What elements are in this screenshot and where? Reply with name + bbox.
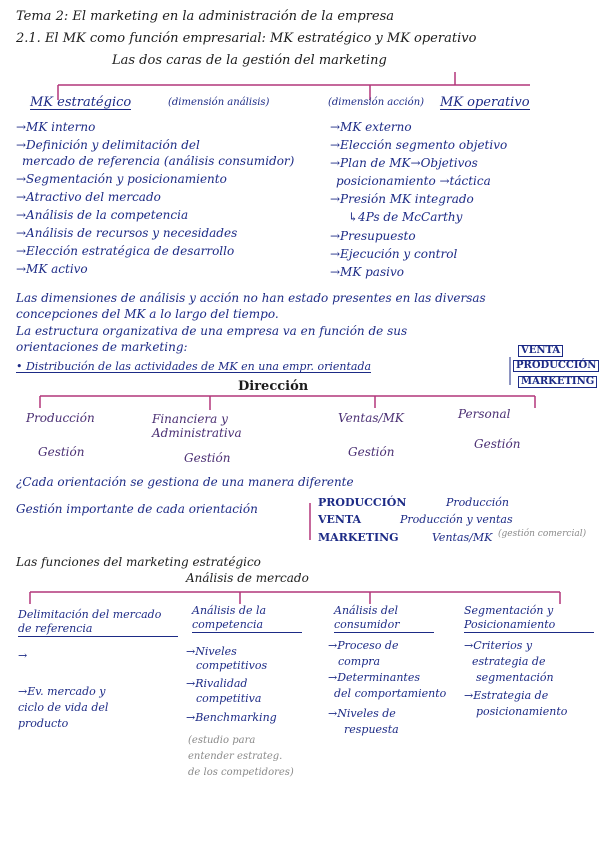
list-item: →Niveles <box>186 645 237 658</box>
option-venta: VENTA <box>518 345 563 357</box>
list-item: →Análisis de la competencia <box>16 208 189 222</box>
option-produccion: PRODUCCIÓN <box>513 360 599 372</box>
list-item: →Ev. mercado y <box>18 685 106 698</box>
org-branch-name: Financiera y Administrativa <box>152 412 242 441</box>
list-item: →Niveles de <box>328 707 396 720</box>
paragraph-line: orientaciones de marketing: <box>16 340 188 354</box>
gestion-label: Gestión importante de cada orientación <box>16 502 258 516</box>
list-item: →MK pasivo <box>330 265 404 279</box>
list-item: →Determinantes <box>328 671 420 684</box>
section-subtitle: 2.1. El MK como función empresarial: MK estratégico y MK operativo <box>16 31 477 46</box>
list-item: →Plan de MK→Objetivos <box>330 156 478 170</box>
list-item: →Estrategia de <box>464 689 549 702</box>
list-item: posicionamiento <box>476 705 568 718</box>
note-line: entender estrateg. <box>188 751 283 762</box>
list-item: mercado de referencia (análisis consumidor) <box>22 154 295 168</box>
note-line: de los competidores) <box>188 767 294 778</box>
gestion-note: (gestión comercial) <box>498 529 587 539</box>
list-item: →MK externo <box>330 120 412 134</box>
list-item: del comportamiento <box>334 687 447 700</box>
list-item: →Presupuesto <box>330 229 416 243</box>
list-item: ↳4Ps de McCarthy <box>348 210 463 224</box>
list-item: →Proceso de <box>328 639 399 652</box>
list-item: compra <box>338 655 381 668</box>
list-item: producto <box>18 717 69 730</box>
funciones-column-heading: Segmentación y Posicionamiento <box>464 604 594 633</box>
list-item: →Rivalidad <box>186 677 248 690</box>
list-item: →Definición y delimitación del <box>16 138 200 152</box>
org-top: Dirección <box>238 379 309 394</box>
org-branch-name: Personal <box>458 407 511 421</box>
gestion-orientation: PRODUCCIÓN <box>318 496 407 509</box>
caption: Las dos caras de la gestión del marketing <box>112 53 387 68</box>
list-item: →MK interno <box>16 120 96 134</box>
mk-operativo-dimension: (dimensión acción) <box>328 97 425 108</box>
gestion-orientation: MARKETING <box>318 531 399 544</box>
distribucion-bullet: • Distribución de las actividades de MK en una empr. orientada <box>16 360 372 373</box>
mk-estrategico-heading: MK estratégico <box>30 95 132 110</box>
funciones-column-heading: Análisis del consumidor <box>334 604 434 633</box>
mk-estrategico-dimension: (dimensión análisis) <box>168 97 270 108</box>
funciones-column-heading: Análisis de la competencia <box>192 604 302 633</box>
list-item: posicionamiento →táctica <box>336 174 491 188</box>
paragraph-line: La estructura organizativa de una empresa va en función de sus <box>16 324 408 338</box>
list-item: →Criterios y <box>464 639 533 652</box>
gestion-question: ¿Cada orientación se gestiona de una manera diferente <box>16 475 354 489</box>
list-item: →Presión MK integrado <box>330 192 474 206</box>
funciones-column-heading: Delimitación del mercado de referencia <box>18 608 178 637</box>
list-item: respuesta <box>344 723 399 736</box>
list-item: competitivos <box>196 659 268 672</box>
gestion-area: Producción y ventas <box>400 513 513 526</box>
paragraph-line: concepciones del MK a lo largo del tiempo. <box>16 307 279 321</box>
list-item: →Segmentación y posicionamiento <box>16 172 227 186</box>
list-item: →Elección estratégica de desarrollo <box>16 244 235 258</box>
gestion-orientation: VENTA <box>318 513 362 526</box>
note-line: (estudio para <box>188 735 256 746</box>
paragraph-line: Las dimensiones de análisis y acción no han estado presentes en las diversas <box>16 291 486 305</box>
list-item: →Análisis de recursos y necesidades <box>16 226 238 240</box>
list-item: →Elección segmento objetivo <box>330 138 508 152</box>
page-title: Tema 2: El marketing en la administración de la empresa <box>16 9 395 24</box>
list-item: competitiva <box>196 692 262 705</box>
list-item: → <box>18 649 28 662</box>
option-marketing: MARKETING <box>518 376 597 388</box>
list-item: estrategia de <box>472 655 546 668</box>
org-branch-name: Producción <box>26 411 95 425</box>
list-item: →Atractivo del mercado <box>16 190 161 204</box>
list-item: →MK activo <box>16 262 88 276</box>
org-branch-sub: Gestión <box>474 437 521 451</box>
list-item: →Ejecución y control <box>330 247 458 261</box>
funciones-title: Las funciones del marketing estratégico <box>16 555 261 569</box>
funciones-sub: Análisis de mercado <box>186 571 309 585</box>
list-item: segmentación <box>476 671 554 684</box>
org-branch-name: Ventas/MK <box>338 411 404 425</box>
org-branch-sub: Gestión <box>38 445 85 459</box>
gestion-area: Ventas/MK <box>432 531 493 544</box>
org-branch-sub: Gestión <box>184 451 231 465</box>
mk-operativo-heading: MK operativo <box>440 95 530 110</box>
list-item: ciclo de vida del <box>18 701 109 714</box>
list-item: →Benchmarking <box>186 711 277 724</box>
org-branch-sub: Gestión <box>348 445 395 459</box>
gestion-area: Producción <box>446 496 509 509</box>
